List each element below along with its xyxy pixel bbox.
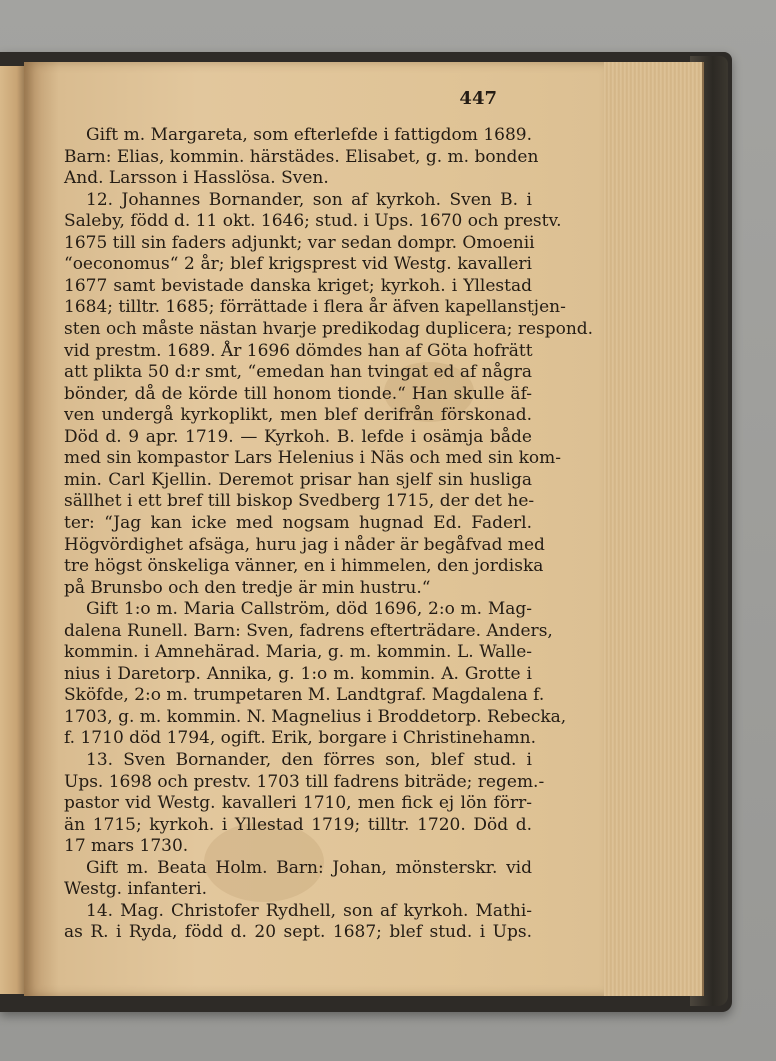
text-line: Död d. 9 apr. 1719. — Kyrkoh. B. lefde i osämja både (64, 426, 532, 447)
text-line: 1703, g. m. kommin. N. Magnelius i Broddetorp. Rebecka, (64, 706, 567, 727)
text-line: And. Larsson i Hasslösa. Sven. (64, 168, 329, 189)
text-line: bönder, då de körde till honom tionde.“ Han skulle äf- (64, 383, 532, 404)
text-line: nius i Daretorp. Annika, g. 1:o m. kommin. A. Grotte i (64, 663, 532, 684)
text-line: Westg. infanteri. (64, 879, 208, 900)
text-line: Gift m. Beata Holm. Barn: Johan, mönsterskr. vid (86, 857, 532, 878)
text-line: as R. i Ryda, född d. 20 sept. 1687; blef stud. i Ups. (64, 922, 532, 943)
text-line: vid prestm. 1689. År 1696 dömdes han af Göta hofrätt (64, 340, 533, 361)
text-line: tre högst önskeliga vänner, en i himmelen, den jordiska (64, 556, 544, 576)
text-line: f. 1710 död 1794, ogift. Erik, borgare i Christinehamn. (64, 728, 536, 749)
text-line: kommin. i Amnehärad. Maria, g. m. kommin. L. Walle- (64, 642, 532, 663)
text-line: 13. Sven Bornander, den förres son, blef stud. i (86, 750, 532, 770)
text-line: sällhet i ett bref till biskop Svedberg 1715, der det he- (64, 491, 535, 512)
text-line: på Brunsbo och den tredje är min hustru.“ (64, 577, 431, 598)
text-line: Saleby, född d. 11 okt. 1646; stud. i Ups. 1670 och prestv. (64, 211, 562, 232)
text-line: 12. Johannes Bornander, son af kyrkoh. Sven B. i (86, 189, 532, 210)
text-line: att plikta 50 d:r smt, “emedan han tvingat ed af några (64, 362, 532, 383)
text-line: pastor vid Westg. kavalleri 1710, men fick ej lön förr- (64, 793, 532, 814)
left-page-edge (0, 66, 25, 994)
text-line: 1677 samt bevistade danska kriget; kyrkoh. i Yllestad (64, 275, 532, 296)
text-line: sten och måste nästan hvarje predikodag duplicera; respond. (64, 319, 594, 339)
page-number: 447 (459, 88, 497, 109)
text-line: Gift m. Margareta, som efterlefde i fattigdom 1689. (86, 125, 532, 145)
text-line: min. Carl Kjellin. Deremot prisar han sjelf sin husliga (64, 469, 532, 490)
page-text (64, 0, 594, 1061)
text-line: Barn: Elias, kommin. härstädes. Elisabet, g. m. bonden (64, 146, 539, 167)
text-line: Högvördighet afsäga, huru jag i nåder är begåfvad med (64, 534, 545, 555)
text-line: Gift 1:o m. Maria Callström, död 1696, 2:o m. Mag- (86, 599, 532, 620)
text-line: ter: “Jag kan icke med nogsam hugnad Ed. Faderl. (64, 512, 532, 533)
text-line: dalena Runell. Barn: Sven, fadrens efterträdare. Anders, (64, 620, 553, 641)
text-line: 14. Mag. Christofer Rydhell, son af kyrkoh. Mathi- (86, 900, 532, 921)
text-line: än 1715; kyrkoh. i Yllestad 1719; tilltr. 1720. Död d. (64, 814, 532, 835)
text-line: 1675 till sin faders adjunkt; var sedan dompr. Omoenii (64, 232, 535, 253)
text-line: Sköfde, 2:o m. trumpetaren M. Landtgraf. Magdalena f. (64, 685, 545, 706)
page-fore-edge (604, 62, 704, 996)
text-line: Ups. 1698 och prestv. 1703 till fadrens biträde; regem.- (64, 771, 545, 792)
text-line: 1684; tilltr. 1685; förrättade i flera år äfven kapellanstjen- (64, 297, 566, 318)
text-line: 17 mars 1730. (64, 836, 189, 857)
text-line: “oeconomus“ 2 år; blef krigsprest vid Westg. kavalleri (64, 254, 532, 275)
text-line: med sin kompastor Lars Helenius i Näs och med sin kom- (64, 448, 561, 469)
text-line: ven undergå kyrkoplikt, men blef derifrån förskonad. (64, 405, 532, 426)
